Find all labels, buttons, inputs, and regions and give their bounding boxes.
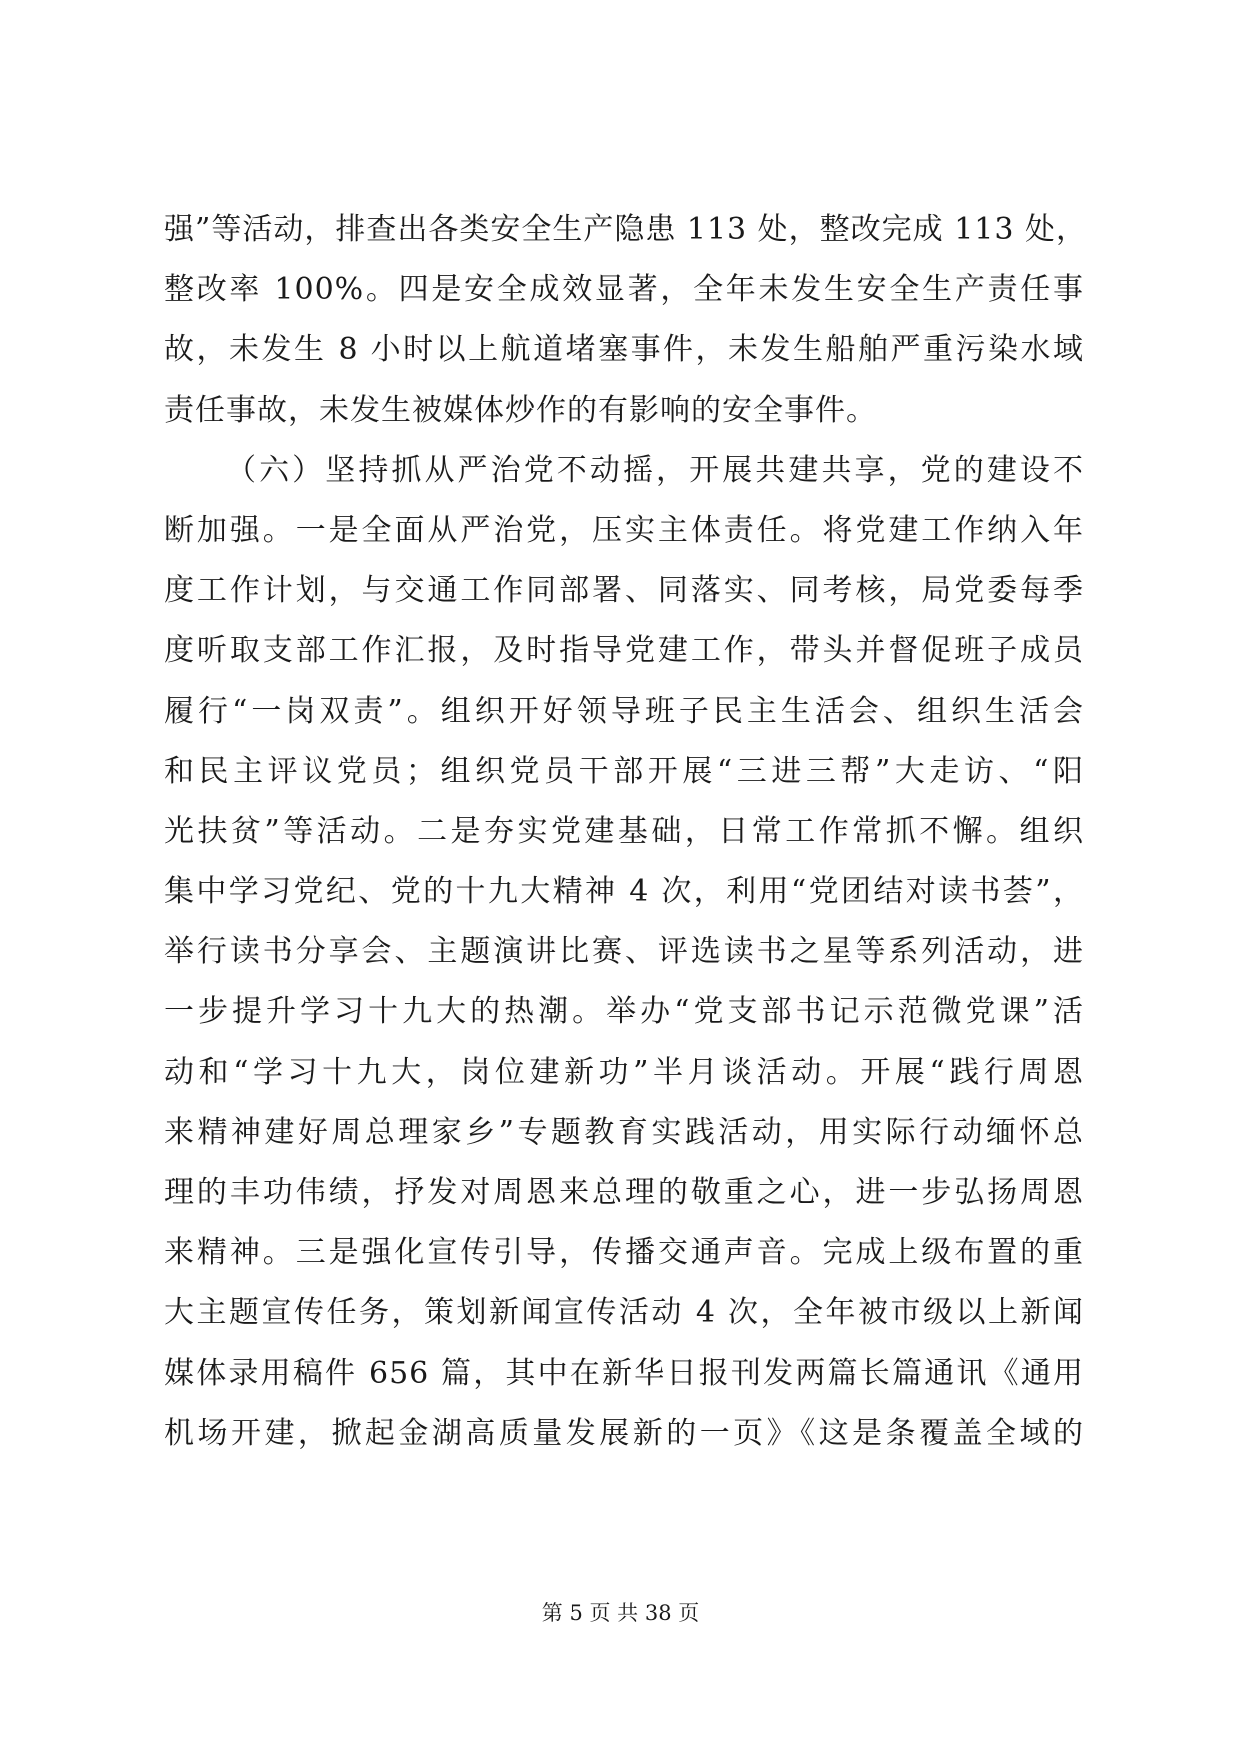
text-line: 度听取支部工作汇报，及时指导党建工作，带头并督促班子成员: [164, 633, 1084, 669]
text-line: 断加强。一是全面从严治党，压实主体责任。将党建工作纳入年: [164, 512, 1084, 548]
body-text: [164, 200, 1088, 1464]
text-line: 光扶贫”等活动。二是夯实党建基础，日常工作常抓不懈。组织: [164, 813, 1084, 849]
text-line: 责任事故，未发生被媒体炒作的有影响的安全事件。: [164, 392, 877, 428]
text-line: 度工作计划，与交通工作同部署、同落实、同考核，局党委每季: [164, 573, 1084, 609]
text-line: 举行读书分享会、主题演讲比赛、评选读书之星等系列活动，进: [164, 934, 1084, 970]
text-line: 动和“学习十九大，岗位建新功”半月谈活动。开展“践行周恩: [164, 1054, 1084, 1090]
text-line: 机场开建，掀起金湖高质量发展新的一页》《这是条覆盖全域的: [164, 1415, 1084, 1451]
text-line: 大主题宣传任务，策划新闻宣传活动 4 次，全年被市级以上新闻: [164, 1295, 1084, 1331]
text-line: 来精神建好周总理家乡”专题教育实践活动，用实际行动缅怀总: [164, 1114, 1084, 1150]
text-line: 来精神。三是强化宣传引导，传播交通声音。完成上级布置的重: [164, 1235, 1084, 1271]
text-line: 履行“一岗双责”。组织开好领导班子民主生活会、组织生活会: [164, 693, 1084, 729]
text-line: 理的丰功伟绩，抒发对周恩来总理的敬重之心，进一步弘扬周恩: [164, 1175, 1084, 1210]
text-line: 集中学习党纪、党的十九大精神 4 次，利用“党团结对读书荟”，: [164, 874, 1084, 910]
page-number-footer: 第 5 页 共 38 页: [541, 1601, 700, 1625]
text-line: 媒体录用稿件 656 篇，其中在新华日报刊发两篇长篇通讯《通用: [164, 1355, 1084, 1391]
text-line: 一步提升学习十九大的热潮。举办“党支部书记示范微党课”活: [164, 994, 1084, 1030]
text-line: 强”等活动，排查出各类安全生产隐患 113 处，整改完成 113 处，: [164, 212, 1088, 247]
section-heading-line: （六）坚持抓从严治党不动摇，开展共建共享，党的建设不: [226, 452, 1084, 488]
text-line: 故，未发生 8 小时以上航道堵塞事件，未发生船舶严重污染水域: [164, 332, 1084, 368]
text-line: 和民主评议党员；组织党员干部开展“三进三帮”大走访、“阳: [164, 753, 1084, 789]
text-line: 整改率 100%。四是安全成效显著，全年未发生安全生产责任事: [164, 272, 1084, 308]
